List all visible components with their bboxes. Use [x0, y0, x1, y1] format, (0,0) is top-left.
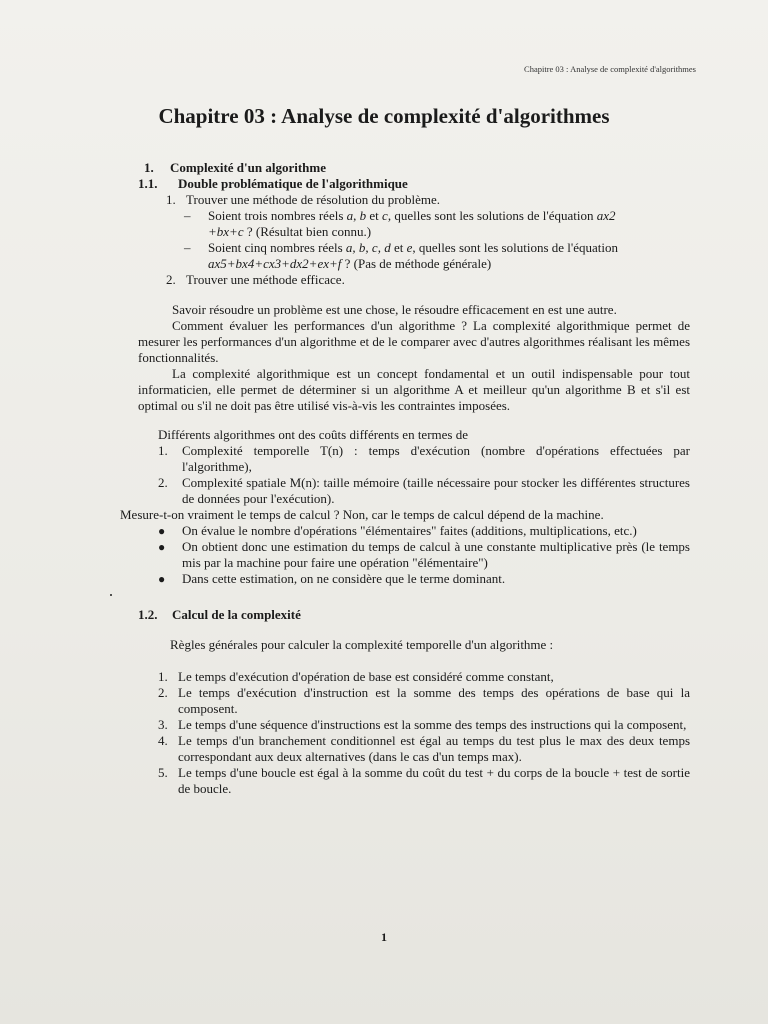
bullet-item-3: ● Dans cette estimation, on ne considère que le terme dominant.: [158, 571, 506, 586]
bullet-item-2: ● On obtient donc une estimation du temps de calcul à une constante multiplicative près (le temps mis par la machine pour faire une opération "élémentaire"): [158, 539, 690, 570]
section-1-1-heading: 1.1. Double problématique de l'algorithmique: [138, 176, 408, 191]
cost-item-1: 1. Complexité temporelle T(n) : temps d'exécution (nombre d'opérations effectuées par l'algorithme),: [158, 443, 690, 474]
page-content: [120, 160, 690, 797]
computation-time-question: Mesure-t-on vraiment le temps de calcul ? Non, car le temps de calcul dépend de la machine.: [120, 507, 604, 522]
rule-item-2: 2. Le temps d'exécution d'instruction est la somme des temps des opérations de base qui la composent.: [158, 685, 690, 716]
paragraph-3: La complexité algorithmique est un concept fondamental et un outil indispensable pour tout informaticien, elle permet de déterminer si un algorithme A et meilleur qu'un algorithme B et s'il est optimal ou s'il ne doit pas être utilisé vis-à-vis les contraintes imposées.: [138, 366, 690, 413]
chapter-title: Chapitre 03 : Analyse de complexité d'algorithmes: [158, 104, 610, 128]
section-1-heading: 1. Complexité d'un algorithme: [144, 160, 326, 175]
cost-item-2: 2. Complexité spatiale M(n): taille mémoire (taille nécessaire pour stocker les différentes structures de données pour l'exécution).: [158, 475, 690, 506]
scan-speck: [110, 594, 112, 596]
problem-item-2: 2. Trouver une méthode efficace.: [166, 272, 345, 287]
paragraph-2: Comment évaluer les performances d'un algorithme ? La complexité algorithmique permet de mesurer les performances d'un algorithme et de le comparer avec d'autres algorithmes réalisant les mêmes fonctionnalités.: [138, 318, 690, 365]
costs-intro: Différents algorithmes ont des coûts différents en termes de: [158, 427, 468, 442]
quintic-equation: ax5+bx4+cx3+dx2+ex+f: [208, 256, 342, 271]
rule-item-1: 1. Le temps d'exécution d'opération de base est considéré comme constant,: [158, 669, 554, 684]
rule-item-4: 4. Le temps d'un branchement conditionnel est égal au temps du test plus le max des deux temps correspondant aux deux alternatives (dans le cas d'un temps max).: [158, 733, 690, 764]
running-header: Chapitre 03 : Analyse de complexité d'algorithmes: [524, 64, 696, 74]
problem-item-1: 1. Trouver une méthode de résolution du problème.: [166, 192, 441, 207]
rules-intro: Règles générales pour calculer la complexité temporelle d'un algorithme :: [170, 637, 554, 652]
problem-sub-2: – Soient cinq nombres réels a, b, c, d et e, quelles sont les solutions de l'équation ax5+bx4+cx3+dx2+ex+f ? (Pas de méthode générale): [184, 240, 619, 271]
rule-item-3: 3. Le temps d'une séquence d'instructions est la somme des temps des instructions qui la composent,: [158, 717, 687, 732]
rule-item-5: 5. Le temps d'une boucle est égal à la somme du coût du test + du corps de la boucle + test de sortie de boucle.: [158, 765, 690, 796]
page-number: 1: [381, 930, 387, 944]
bullet-item-1: ● On évalue le nombre d'opérations "élémentaires" faites (additions, multiplications, etc.): [158, 523, 637, 538]
section-1-2-heading: 1.2. Calcul de la complexité: [138, 607, 301, 622]
problem-sub-1: – Soient trois nombres réels a, b et c, quelles sont les solutions de l'équation ax2 +bx+c ? (Résultat bien connu.): [184, 208, 616, 239]
paragraph-1: Savoir résoudre un problème est une chose, le résoudre efficacement en est une autre.: [172, 302, 617, 317]
